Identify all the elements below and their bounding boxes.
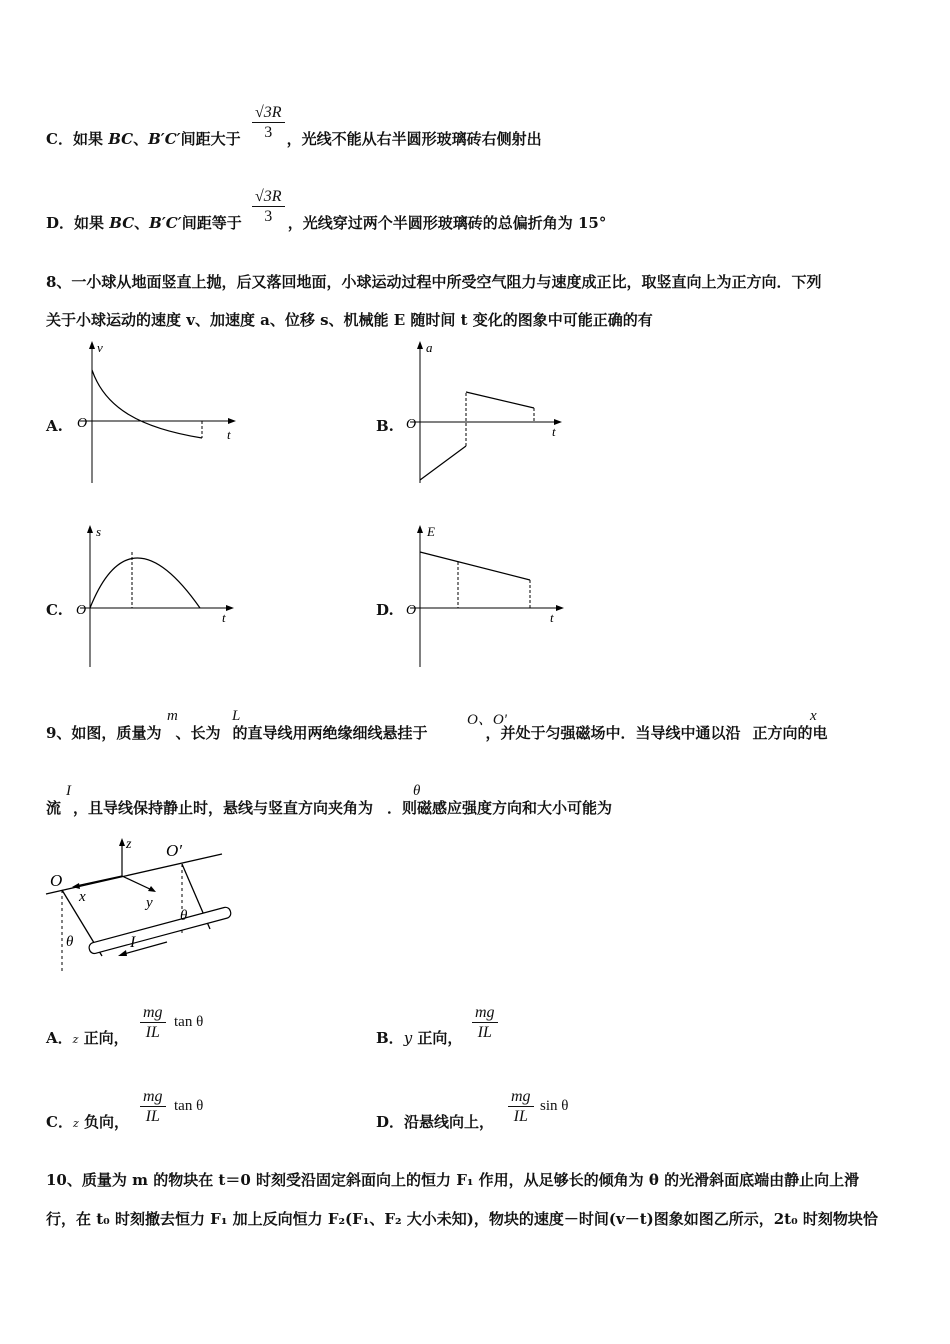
graph-c-xlabel: t (222, 610, 226, 625)
q9-c-fraction: $\frac{mg}{IL}$ (140, 1088, 166, 1126)
fig-theta-right: θ (180, 908, 188, 924)
q8-option-d-label: D. (376, 601, 394, 619)
q9-L: L (232, 708, 241, 724)
q9-stem-line2: 流 ，且导线保持静止时，悬线与竖直方向夹角为 ．则磁感应强度方向和大小可能为 (46, 799, 613, 817)
q9-OO: O、O' (467, 712, 507, 728)
graph-a-origin: O (77, 416, 88, 431)
q9-I: I (66, 783, 71, 799)
fig-I: I (130, 934, 136, 951)
q8-graph-b (400, 338, 570, 488)
q8-graph-c (70, 522, 240, 672)
q7-c-fraction: $\frac{√3R}{3}$ (252, 104, 285, 142)
q9-x: x (810, 708, 817, 724)
q9-a-fraction: $\frac{mg}{IL}$ (140, 1004, 166, 1042)
fig-O: O (50, 871, 63, 890)
graph-b-xlabel: t (552, 424, 556, 439)
graph-a-ylabel: v (97, 340, 103, 355)
fig-Oprime: O′ (166, 841, 182, 860)
q9-theta: θ (413, 783, 421, 799)
q8-graph-d (400, 522, 570, 672)
q9-a-fn: tan θ (174, 1014, 204, 1030)
graph-b-ylabel: a (426, 340, 433, 355)
q8-graph-a (70, 338, 240, 488)
q9-option-d: D．沿悬线向上， (376, 1113, 495, 1131)
q9-option-c: C．z 负向， (46, 1113, 129, 1131)
q8-option-b-label: B. (376, 417, 394, 435)
q8-option-c-label: C. (46, 601, 63, 619)
fig-y: y (146, 895, 153, 911)
fig-theta-left: θ (66, 934, 74, 950)
q9-option-a: A．z 正向， (46, 1029, 129, 1047)
q10-stem-line1: 10、质量为 m 的物块在 t＝0 时刻受沿固定斜面向上的恒力 F₁ 作用，从足够长的倾角为 θ 的光滑斜面底端由静止向上滑 (46, 1171, 860, 1189)
graph-b-origin: O (406, 417, 417, 432)
q9-b-fraction: $\frac{mg}{IL}$ (472, 1004, 498, 1042)
graph-d-xlabel: t (550, 610, 554, 625)
fig-x: x (79, 889, 86, 905)
q8-option-a-label: A. (46, 417, 63, 435)
q7-d-fraction: $\frac{√3R}{3}$ (252, 188, 285, 226)
q9-c-fn: tan θ (174, 1098, 204, 1114)
q9-figure (42, 834, 242, 984)
q9-m: m (167, 708, 178, 724)
q8-stem-line1: 8、一小球从地面竖直上抛，后又落回地面，小球运动过程中所受空气阻力与速度成正比，取竖直向上为正方向．下列 (46, 273, 822, 291)
q10-stem-line2: 行，在 t₀ 时刻撤去恒力 F₁ 加上反向恒力 F₂(F₁、F₂ 大小未知)，物块的速度－时间(v－t)图象如图乙所示，2t₀ 时刻物块恰 (46, 1210, 878, 1228)
graph-c-origin: O (76, 603, 87, 618)
q8-stem-line2: 关于小球运动的速度 v、加速度 a、位移 s、机械能 E 随时间 t 变化的图象中可能正确的有 (46, 311, 653, 329)
graph-c-ylabel: s (96, 524, 102, 539)
graph-a-xlabel: t (227, 427, 231, 442)
graph-d-origin: O (406, 603, 417, 618)
q9-option-b: B．y 正向， (376, 1029, 463, 1047)
q9-d-fn: sin θ (540, 1098, 569, 1114)
q7-option-d: D．如果 BC、B′C′间距等于 ，光线穿过两个半圆形玻璃砖的总偏折角为 15° (46, 214, 607, 232)
fig-z: z (126, 837, 132, 852)
q9-d-fraction: $\frac{mg}{IL}$ (508, 1088, 534, 1126)
q9-stem-line1: 9、如图，质量为 、长为 的直导线用两绝缘细线悬挂于 ，并处于匀强磁场中．当导线中通以沿 正方向的电 (46, 724, 828, 742)
q7-option-c: C．如果 BC、B′C′间距大于 ，光线不能从右半圆形玻璃砖右侧射出 (46, 130, 542, 148)
graph-d-ylabel: E (427, 524, 435, 539)
